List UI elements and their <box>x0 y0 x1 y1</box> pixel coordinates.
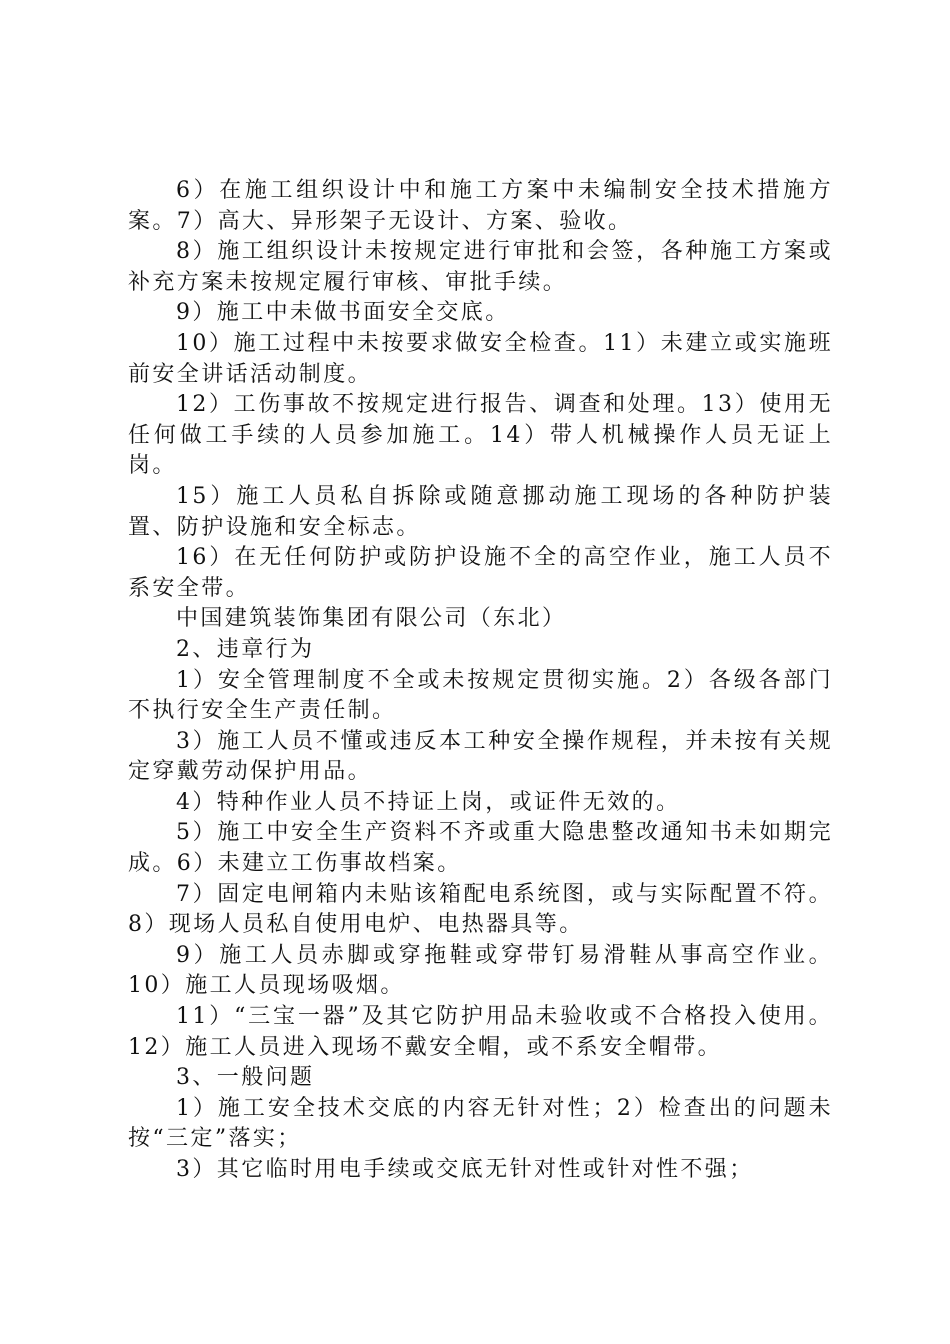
paragraph: 11）“三宝一器”及其它防护用品未验收或不合格投入使用。12）施工人员进入现场不戴安全帽，或不系安全帽带。 <box>128 1004 833 1060</box>
paragraph: 8）施工组织设计未按规定进行审批和会签，各种施工方案或补充方案未按规定履行审核、审批手续。 <box>128 239 833 295</box>
document-body <box>128 176 833 1186</box>
paragraph: 4）特种作业人员不持证上岗，或证件无效的。 <box>176 789 681 815</box>
paragraph: 5）施工中安全生产资料不齐或重大隐患整改通知书未如期完成。6）未建立工伤事故档案。 <box>128 820 833 877</box>
paragraph: 9）施工人员赤脚或穿拖鞋或穿带钉易滑鞋从事高空作业。10）施工人员现场吸烟。 <box>128 942 833 999</box>
paragraph: 15）施工人员私自拆除或随意挪动施工现场的各种防护装置、防护设施和安全标志。 <box>128 483 833 540</box>
paragraph: 1）安全管理制度不全或未按规定贯彻实施。2）各级各部门不执行安全生产责任制。 <box>128 667 833 724</box>
paragraph: 3）其它临时用电手续或交底无针对性或针对性不强； <box>176 1157 754 1182</box>
paragraph: 16）在无任何防护或防护设施不全的高空作业，施工人员不系安全带。 <box>128 545 833 601</box>
paragraph: 7）固定电闸箱内未贴该箱配电系统图，或与实际配置不符。8）现场人员私自使用电炉、电热器具等。 <box>128 881 833 938</box>
paragraph: 12）工伤事故不按规定进行报告、调查和处理。13）使用无任何做工手续的人员参加施工。14）带人机械操作人员无证上岗。 <box>128 392 833 479</box>
paragraph: 6）在施工组织设计中和施工方案中未编制安全技术措施方案。7）高大、异形架子无设计、方案、验收。 <box>128 178 833 234</box>
paragraph: 9）施工中未做书面安全交底。 <box>176 300 510 326</box>
section-heading: 3、一般问题 <box>176 1065 315 1091</box>
paragraph: 1）施工安全技术交底的内容无针对性；2）检查出的问题未按“三定”落实； <box>128 1095 833 1152</box>
section-heading: 2、违章行为 <box>176 636 315 662</box>
paragraph: 10）施工过程中未按要求做安全检查。11）未建立或实施班前安全讲话活动制度。 <box>128 330 833 387</box>
paragraph: 3）施工人员不懂或违反本工种安全操作规程，并未按有关规定穿戴劳动保护用品。 <box>128 728 833 785</box>
company-name-line: 中国建筑装饰集团有限公司（东北） <box>176 606 567 632</box>
